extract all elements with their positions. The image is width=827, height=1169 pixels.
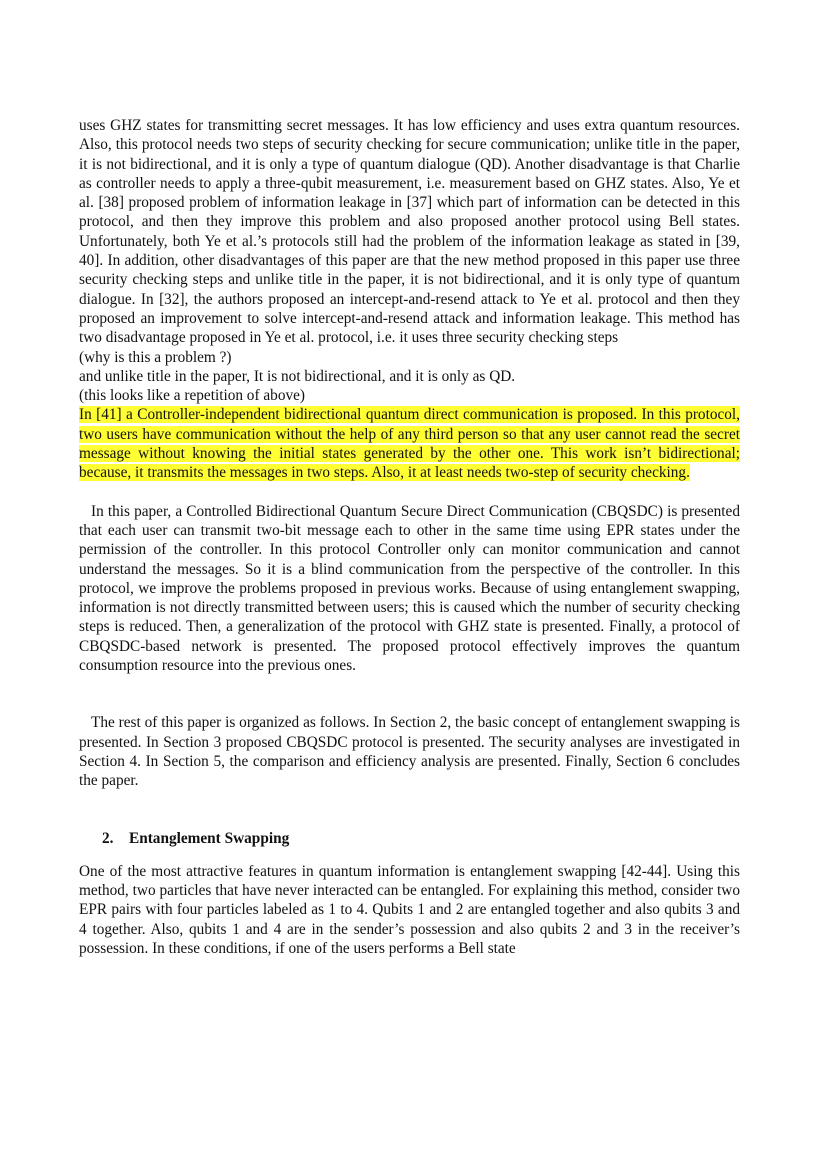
highlighted-paragraph xyxy=(79,405,740,482)
section-title: Entanglement Swapping xyxy=(129,829,290,847)
review-comment-why-problem: (why is this a problem ?) xyxy=(79,348,232,366)
spacer xyxy=(79,675,740,713)
paper-page xyxy=(79,116,740,958)
paragraph-this-paper: In this paper, a Controlled Bidirectional Quantum Secure Direct Communication (CBQSDC) is presented that each user can transmit two-bit message each to other in the same time using EPR states under the permission of the controller. In this protocol Controller only can monitor communication and cannot understand the messages. So it is a blind communication from the perspective of the controller. In this protocol, we improve the problems proposed in previous works. Because of using entanglement swapping, information is not directly transmitted between users; this is caused which the number of security checking steps is reduced. Then, a generalization of the protocol with GHZ state is presented. Finally, a protocol of CBQSDC-based network is presented. The proposed protocol effectively improves the quantum consumption resource into the previous ones. xyxy=(79,502,740,675)
spacer xyxy=(79,483,740,502)
spacer xyxy=(79,791,740,829)
highlight-text: In [41] a Controller-independent bidirectional quantum direct communication is proposed. In this protocol, two users have communication without the help of any third person so that any user cannot read the secret message without knowing the initial states generated by the other one. This work isn’t bidirectional; because, it transmits the messages in two steps. Also, it at least needs two-step of security checking. xyxy=(79,406,740,482)
section-number: 2. xyxy=(102,829,114,847)
review-comment-repetition: (this looks like a repetition of above) xyxy=(79,387,305,405)
spacer xyxy=(79,848,740,862)
section-heading xyxy=(79,829,740,848)
paragraph-prior-work: uses GHZ states for transmitting secret messages. It has low efficiency and uses extra quantum resources. Also, this protocol needs two steps of security checking for secure communication; unlike title in the paper, it is not bidirectional, and it is only a type of quantum dialogue (QD). Another disadvantage is that Charlie as controller needs to apply a three-qubit measurement, i.e. measurement based on GHZ states. Also, Ye et al. [38] proposed problem of information leakage in [37] which part of information can be detected in this protocol, and then they improve this problem and also proposed another protocol using Bell states. Unfortunately, both Ye et al.’s protocols still had the problem of the information leakage as stated in [39, 40]. In addition, other disadvantages of this paper are that the new method proposed in this paper use three security checking steps and unlike title in the paper, it is not bidirectional, and it is only type of quantum dialogue. In [32], the authors proposed an intercept-and-resend attack to Ye et al. protocol and then they proposed an improvement to solve intercept-and-resend attack and information leakage. This method has two disadvantage proposed in Ye et al. protocol, i.e. it uses three security checking steps xyxy=(79,117,740,347)
paragraph-entanglement-swapping: One of the most attractive features in quantum information is entanglement swapping [42-44]. Using this method, two particles that have never interacted can be entangled. For explaining this method, consider two EPR pairs with four particles labeled as 1 to 4. Qubits 1 and 2 are entangled together and also qubits 3 and 4 together. Also, qubits 1 and 4 are in the sender’s possession and also qubits 2 and 3 in the receiver’s possession. In these conditions, if one of the users performs a Bell state xyxy=(79,862,740,957)
paragraph-organization: The rest of this paper is organized as follows. In Section 2, the basic concept of entanglement swapping is presented. In Section 3 proposed CBQSDC protocol is presented. The security analyses are investigated in Section 4. In Section 5, the comparison and efficiency analysis are presented. Finally, Section 6 concludes the paper. xyxy=(79,714,740,790)
paragraph-continuation: and unlike title in the paper, It is not bidirectional, and it is only as QD. xyxy=(79,367,516,385)
